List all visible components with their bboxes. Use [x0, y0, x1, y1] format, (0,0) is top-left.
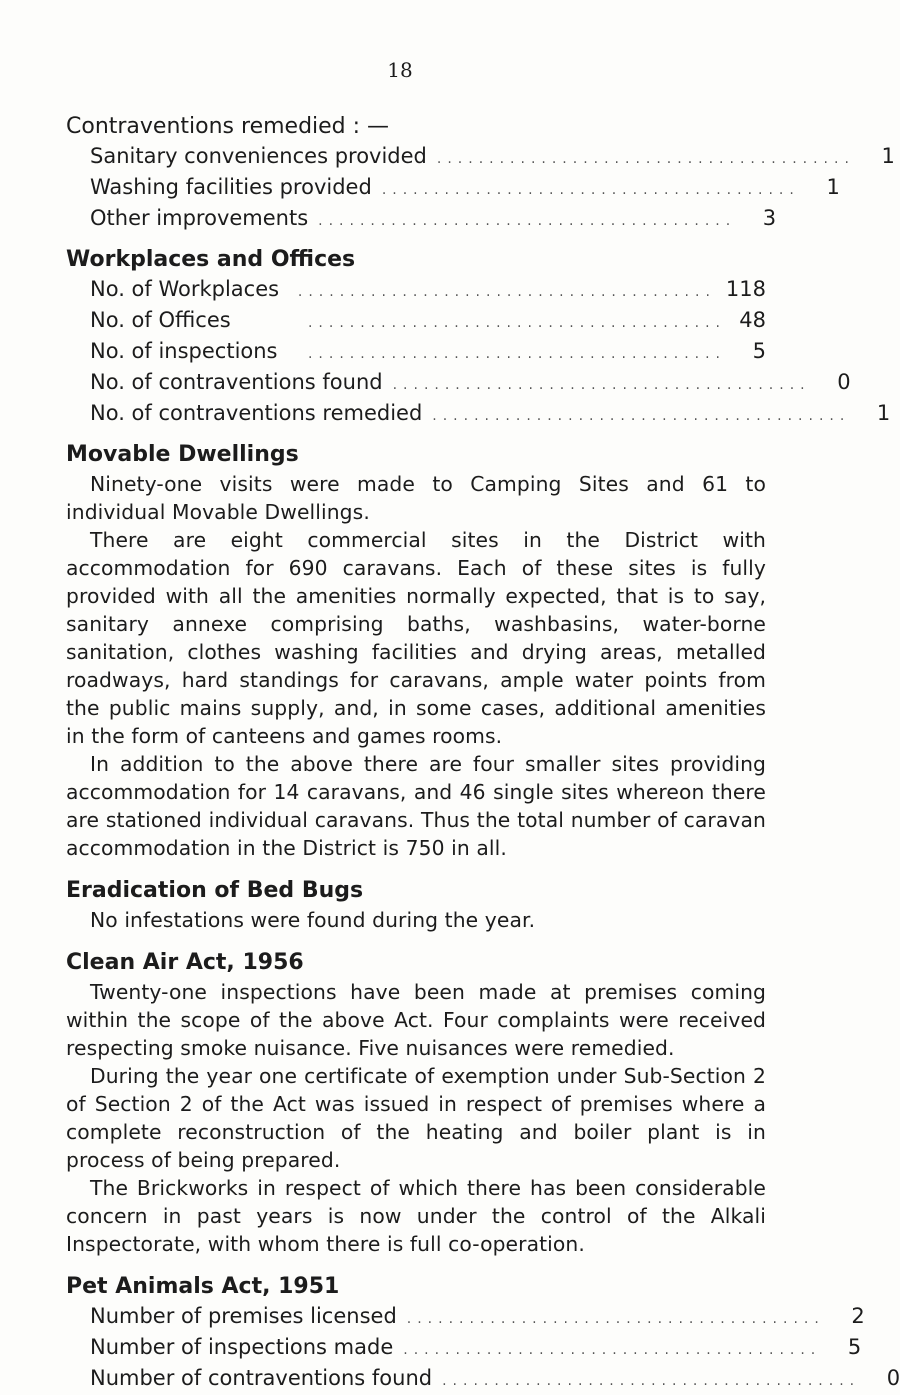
stat-row	[66, 173, 840, 204]
leader-dots: ........................................	[381, 182, 800, 198]
clean-air-act-heading: Clean Air Act, 1956	[66, 950, 304, 975]
paragraph: There are eight commercial sites in the District with accommodation for 690 caravans. Each of these sites is fully provided with all the amenities normally expected, that is to say, sanitary annexe comprising baths, washbasins, water-borne sanitation, clothes washing facilities and drying areas, metalled roadways, hard standings for caravans, ample water points from the public mains supply, and, in some cases, additional amenities in the form of canteens and games rooms.	[66, 528, 766, 748]
stat-value: 0	[837, 370, 851, 394]
leader-dots: ........................................	[442, 1373, 861, 1389]
paragraph: Ninety-one visits were made to Camping Sites and 61 to individual Movable Dwellings.	[66, 472, 766, 524]
stat-label: Washing facilities provided	[90, 175, 372, 199]
stat-row	[66, 204, 777, 235]
stat-label: No. of contraventions found	[90, 370, 383, 394]
stat-value: 0	[886, 1366, 900, 1390]
bed-bugs-heading: Eradication of Bed Bugs	[66, 878, 364, 903]
paragraph: In addition to the above there are four smaller sites providing accommodation for 14 caravans, and 46 single sites whereon there are stationed individual caravans. Thus the total number of caravan accommodation in the District is 750 in all.	[66, 752, 766, 860]
stat-row	[66, 368, 851, 399]
pet-animals-act-heading: Pet Animals Act, 1951	[66, 1274, 340, 1299]
stat-label: Number of inspections made	[90, 1335, 394, 1359]
contraventions-section	[66, 112, 895, 235]
stat-value: 1	[876, 401, 891, 425]
leader-dots: ........................................	[297, 284, 716, 300]
stat-value: 1	[826, 175, 840, 199]
stat-row	[66, 337, 766, 368]
leader-dots: ........................................	[432, 408, 851, 424]
paragraph: The Brickworks in respect of which there has been considerable concern in past years is now under the control of the Alkali Inspectorate, with whom there is full co-operation.	[66, 1176, 766, 1256]
contraventions-heading: Contraventions remedied : —	[66, 114, 390, 139]
stat-label: No. of contraventions remedied	[90, 401, 423, 425]
stat-label: Number of premises licensed	[90, 1304, 397, 1328]
paragraph: During the year one certificate of exemption under Sub-Section 2 of Section 2 of the Act was issued in respect of premises where a complete reconstruction of the heating and boiler plant is in process of being prepared.	[66, 1064, 766, 1172]
page-number: 18	[387, 58, 413, 82]
stat-row	[66, 399, 891, 430]
stat-label: No. of Workplaces	[90, 277, 280, 301]
stat-value: 3	[762, 206, 777, 230]
stat-label: Sanitary conveniences provided	[90, 144, 427, 168]
leader-dots: ........................................	[307, 346, 726, 362]
stat-label: No. of Offices	[90, 308, 231, 332]
stat-value: 5	[752, 339, 766, 363]
stat-row	[66, 275, 766, 306]
stat-value: 2	[851, 1304, 865, 1328]
paragraph: No infestations were found during the year.	[90, 908, 536, 932]
leader-dots: ........................................	[392, 377, 811, 393]
stat-value: 5	[847, 1335, 862, 1359]
stat-row	[66, 306, 766, 337]
leader-dots: ........................................	[406, 1311, 825, 1327]
stat-row	[66, 142, 895, 173]
stat-row	[66, 1364, 900, 1395]
paragraph: Twenty-one inspections have been made at premises coming within the scope of the above Act. Four complaints were received respecting smoke nuisance. Five nuisances were remedied.	[66, 980, 766, 1060]
leader-dots: ........................................	[307, 315, 726, 331]
clean-air-act-section	[66, 948, 766, 1258]
page-content	[66, 112, 900, 1395]
stat-label: Number of contraventions found	[90, 1366, 433, 1390]
stat-label: Other improvements	[90, 206, 309, 230]
pet-animals-act-section	[66, 1272, 900, 1395]
stat-value: 118	[725, 277, 766, 301]
workplaces-section	[66, 245, 891, 430]
stat-row	[66, 1333, 862, 1364]
leader-dots: ........................................	[403, 1342, 822, 1358]
stat-value: 1	[881, 144, 895, 168]
bed-bugs-section	[66, 876, 766, 934]
leader-dots: ........................................	[318, 213, 737, 229]
stat-row	[66, 1302, 865, 1333]
stat-label: No. of inspections	[90, 339, 278, 363]
leader-dots: ........................................	[436, 151, 855, 167]
stat-value: 48	[739, 308, 766, 332]
movable-dwellings-section	[66, 440, 766, 862]
movable-dwellings-heading: Movable Dwellings	[66, 442, 299, 467]
workplaces-heading: Workplaces and Offices	[66, 247, 356, 272]
